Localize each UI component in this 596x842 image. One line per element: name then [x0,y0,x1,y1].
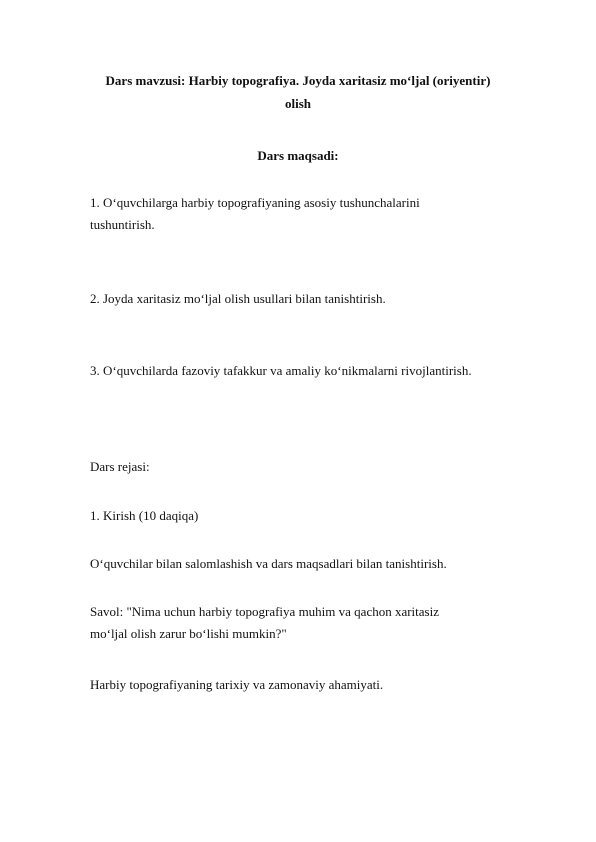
lesson-title-line-1: Dars mavzusi: Harbiy topografiya. Joyda xaritasiz mo‘ljal (oriyentir) [105,73,491,88]
plan-text-greeting: O‘quvchilar bilan salomlashish va dars maqsadlari bilan tanishtirish. [90,556,447,571]
lesson-title-line-2: olish [284,96,311,111]
question-line-1: Savol: "Nima uchun harbiy topografiya muhim va qachon xaritasiz [90,604,439,619]
goal-item-1-line-1: 1. O‘quvchilarga harbiy topografiyaning asosiy tushunchalarini [90,195,420,210]
goals-heading: Dars maqsadi: [257,148,339,163]
goal-item-2: 2. Joyda xaritasiz mo‘ljal olish usullari bilan tanishtirish. [90,291,386,306]
plan-item-1: 1. Kirish (10 daqiqa) [90,508,199,523]
question-line-2: mo‘ljal olish zarur bo‘lishi mumkin?" [90,626,287,641]
plan-heading: Dars rejasi: [90,459,150,474]
goal-item-3: 3. O‘quvchilarda fazoviy tafakkur va amaliy ko‘nikmalarni rivojlantirish. [90,363,472,378]
plan-text-importance: Harbiy topografiyaning tarixiy va zamonaviy ahamiyati. [90,677,384,692]
goal-item-1-line-2: tushuntirish. [90,217,155,232]
